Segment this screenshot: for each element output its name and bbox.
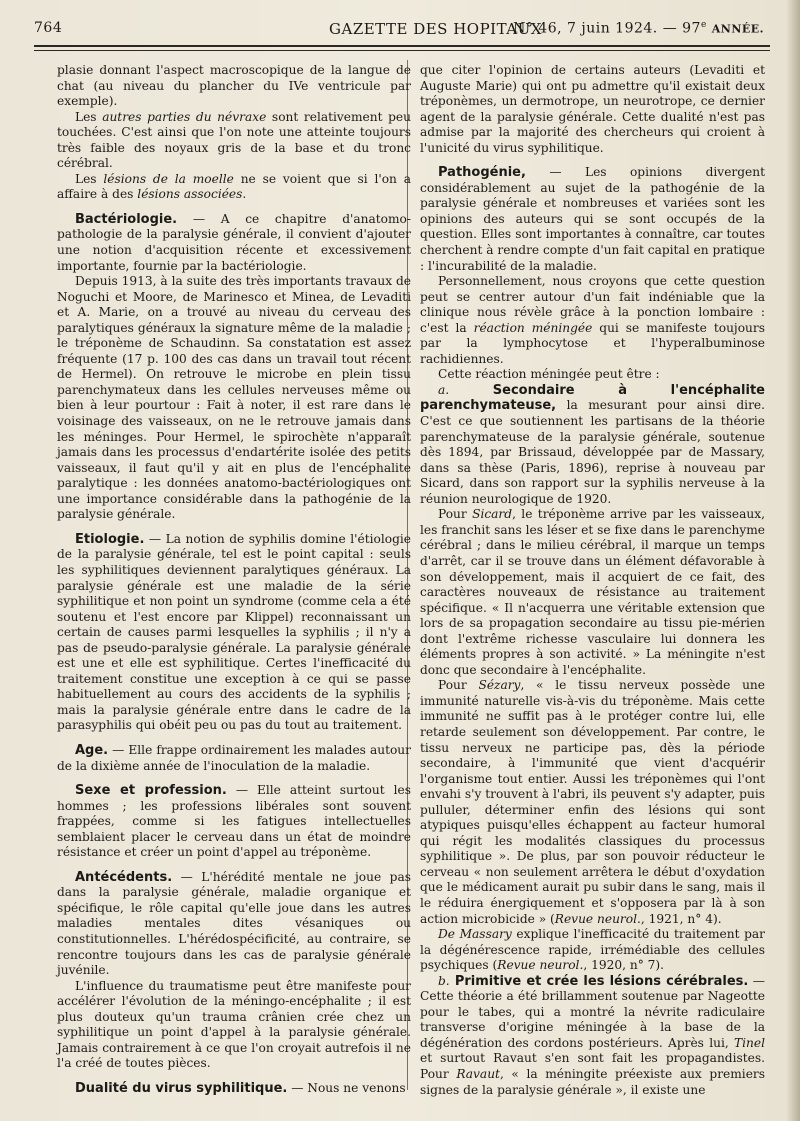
issue-sup: e <box>700 20 707 30</box>
text: , « le tissu nerveux possède une immunité naturelle vis-à-vis du tréponème. Mais cette immunité ne suffit pas à le protéger contre lui, elle retarde seulement son développement. Par contre, le tissu nerveux ne participe pas, dès la période secondaire, à l'immunité que vient d'acquérir l'organisme tout entier. Aussi les tréponèmes qui l'ont envahi s'y trouvent à l'abri, ils peuvent s'y adapter, puis pulluler, déterminer enfin des lésions qui sont atypiques puisqu'elles échappent au facteur humoral qui régit les modalités classiques du processus syphilitique ». De plus, par son pouvoir réducteur le cerveau « non seulement arrêtera le début d'oxydation que le médicament aurait pu subir dans le sang, mais il le réduira énergiquement et s'opposera par là à son action microbicide » ( <box>420 678 765 926</box>
section-heading: Etiologie. <box>75 531 145 547</box>
subsection-a <box>420 383 765 507</box>
text: sont relativement peu touchées. C'est ainsi que l'on note une atteinte toujours très faible des noyaux gris de la base et du tronc cérébral. <box>57 109 411 171</box>
publication-title: GAZETTE DES HOPITAUX <box>329 20 542 38</box>
issue-annee: ANNÉE. <box>711 22 764 36</box>
right-column <box>420 63 765 1098</box>
text: — Elle atteint surtout les hommes ; les professions libérales sont souvent frappées, comme si les fatigues intellectuelles semblaient placer le cerveau dans un état de moindre résistance et créer un point d'appel au tréponème. <box>57 783 411 860</box>
section-heading: Age. <box>75 742 109 758</box>
italic-text: Sicard <box>472 507 513 522</box>
italic-text: réaction méningée <box>473 320 593 335</box>
paragraph: Cette réaction méningée peut être : <box>438 367 660 382</box>
text: — L'hérédité mentale ne joue pas dans la paralysie générale, maladie organique et spécifique, le rôle capital qu'elle joue dans les autres maladies mentales dites vésaniques ou constitutionnelles. L'hérédospécificité, au contraire, se rencontre toujours dans les cas de paralysie générale juvénile. <box>57 869 411 978</box>
section-heading: Bactériologie. <box>75 211 178 227</box>
text: — Cette théorie a été brillamment soutenue par Nageotte pour le tabes, qui a montré la névrite radiculaire transverse d'origine méningée à la base de la dégénération des cordons postérieurs. Après lui, <box>420 973 765 1050</box>
paragraph: plasie donnant l'aspect macroscopique de la langue de chat (au niveau du plancher du IVe ventricule par exemple). <box>57 63 411 109</box>
text: — Les opinions divergent considérablement au sujet de la pathogénie de la paralysie générale et nombreuses et variées sont les opinions des auteurs qui se sont occupés de la question. Elles sont importantes à connaître, car toutes cherchent à rendre compte d'un fait capital en pratique : l'incurabilité de la maladie. <box>420 165 765 273</box>
section-sexe <box>57 783 411 861</box>
text: Pour <box>438 507 473 522</box>
section-age <box>57 743 411 774</box>
italic-text: a. <box>438 382 450 397</box>
italic-text: b. <box>438 973 450 988</box>
text: , 1920, n° 7). <box>583 958 665 973</box>
italic-text: De Massary <box>438 927 512 942</box>
subsection-heading: Primitive et crée les lésions cérébrales. <box>449 973 749 989</box>
text: Les <box>75 171 104 186</box>
italic-text: lésions de la moelle <box>103 171 234 186</box>
text: Personnellement, nous croyons que cette question peut se centrer autour d'un fait indéniable que la clinique nous révèle grâce à la ponction lombaire : c'est la <box>420 274 765 335</box>
italic-text: Tinel <box>734 1035 765 1050</box>
text: , 1921, n° 4). <box>640 911 722 926</box>
paragraph <box>57 110 411 172</box>
italic-text: Ravaut <box>456 1067 500 1081</box>
paragraph: Depuis 1913, à la suite des très importants travaux de Noguchi et Moore, de Marinesco et Minea, de Levaditi et A. Marie, on a trouvé au niveau du cerveau des paralytiques généraux la signature même de la maladie ; le tréponème de Schaudinn. Sa constatation est assez fréquente (17 p. 100 des cas dans un travail tout récent de Hermel). On retrouve le microbe en plein tissu parenchymateux dans les cellules nerveuses même ou bien à leur pourtour : Fait à noter, il est rare dans le voisinage des vaisseaux, on ne le retrouve jamais dans les méninges. Pour Hermel, le spirochète n'apparaît jamais dans les processus d'endartérite isolée des petits vaisseaux, il faut qu'il y ait en plus de l'encéphalite paralytique : les données anatomo-bactériologiques ont une importance considérable dans la pathogénie de la paralysie générale. <box>57 274 412 522</box>
issue-text: N° 46, 7 juin 1924. — 97 <box>513 20 701 37</box>
text: , le tréponème arrive par les vaisseaux, les franchit sans les léser et se fixe dans le parenchyme cérébral ; dans le milieu cérébral, il marque un temps d'arrêt, car il se trouve dans un élément défavorable à son développement, mais il acquiert de ce fait, des caractères nouveaux de résistance au traitement spécifique. « Il n'acquerra une véritable extension que lors de sa propagation secondaire au tissu pie-mérien dont l'extrême richesse vasculaire lui donnera les éléments propres à son activité. » La méningite n'est donc que secondaire à l'encéphalite. <box>420 507 765 677</box>
issue-info <box>513 20 764 37</box>
paragraph <box>420 678 765 927</box>
text: , « la méningite préexiste aux premiers signes de la paralysie générale », il existe une <box>420 1067 765 1097</box>
section-pathogenie <box>420 165 765 274</box>
section-antecedents <box>57 870 411 979</box>
italic-text: Revue neurol. <box>497 958 584 973</box>
text: — La notion de syphilis domine l'étiologie de la paralysie générale, tel est le point capital : seuls les syphilitiques deviennent paralytiques généraux. La paralysie générale est une maladie de la série syphilitique et non point un syndrome (comme cela a été soutenu et l'est encore par Klippel) reconnaissant un certain de causes parmi lesquelles la syphilis ; il n'y a pas de pseudo-paralysie générale. La paralysie générale est une et elle est syphilitique. Certes l'inefficacité du traitement constitue une exception à ce qui se passe habituellement au cours des accidents de la syphilis ; mais la paralysie générale entre dans le cadre de la parasyphilis qui obéit peu ou pas du tout au traitement. <box>57 531 411 733</box>
text: et surtout Ravaut s'en sont fait les propagandistes. Pour <box>420 1051 765 1081</box>
section-etiologie <box>57 532 411 734</box>
section-dualite <box>57 1081 411 1097</box>
section-bacteriologie <box>57 212 411 274</box>
paragraph <box>420 274 765 367</box>
text: — A ce chapitre d'anatomo-pathologie de la paralysie générale, il convient d'ajouter une notion d'acquisition récente et excessivement importante, fournie par la bactériologie. <box>57 211 411 273</box>
italic-text: autres parties du névraxe <box>102 109 267 124</box>
italic-text: Revue neurol. <box>554 911 641 926</box>
text: ne se voient que si l'on a affaire à des <box>57 171 411 202</box>
text: la mesurant pour ainsi dire. C'est ce que soutiennent les partisans de la théorie parenchymateuse de la paralysie générale, soutenue dès 1894, par Brissaud, développée par de Massary, dans sa thèse (Paris, 1896), reprise à nouveau par Sicard, dans son rapport sur la syphilis nerveuse à la réunion neurologique de 1920. <box>420 398 765 506</box>
text: Pour <box>438 678 479 693</box>
subsection-b <box>420 974 765 1098</box>
italic-text: Sézary <box>478 678 521 693</box>
header-rule-thin <box>34 50 770 51</box>
paragraph <box>420 927 765 974</box>
left-column <box>57 63 411 1096</box>
text: . <box>242 187 247 202</box>
subsection-heading: Secondaire à l'encéphalite parenchymateuse, <box>420 382 765 414</box>
header-rule <box>34 45 770 47</box>
paragraph: L'influence du traumatisme peut être manifeste pour accélérer l'évolution de la méningo-encéphalite ; il est plus douteux qu'un trauma crânien crée chez un syphilitique un point d'appel à la paralysie générale. Jamais contrairement à ce que l'on croyait autrefois il ne l'a créé de toutes pièces. <box>57 978 411 1071</box>
section-heading: Antécédents. <box>75 869 173 885</box>
text: explique l'inefficacité du traitement par la dégénérescence rapide, irrémédiable des cellules psychiques ( <box>420 927 765 973</box>
text: Les <box>75 109 103 124</box>
paragraph <box>420 507 765 678</box>
section-heading: Pathogénie, <box>438 165 526 181</box>
page-number: 764 <box>34 20 63 36</box>
text: — Nous ne venons <box>287 1080 406 1095</box>
paragraph <box>57 172 411 203</box>
page-header <box>34 20 778 42</box>
italic-text: lésions associées <box>137 187 243 202</box>
section-heading: Dualité du virus syphilitique. <box>75 1080 288 1096</box>
text: — Elle frappe ordinairement les malades autour de la dixième année de l'inoculation de la maladie. <box>57 742 411 773</box>
text: qui se manifeste toujours par la lymphocytose et l'hyperalbuminose rachidiennes. <box>420 320 765 366</box>
section-heading: Sexe et profession. <box>75 783 227 799</box>
paragraph: que citer l'opinion de certains auteurs (Levaditi et Auguste Marie) qui ont pu admettre qu'il existait deux tréponèmes, un dermotrope, un neurotrope, ce dernier agent de la paralysie générale. Cette dualité n'est pas admise par la majorité des chercheurs qui croient à l'unicité du virus syphilitique. <box>420 63 765 155</box>
